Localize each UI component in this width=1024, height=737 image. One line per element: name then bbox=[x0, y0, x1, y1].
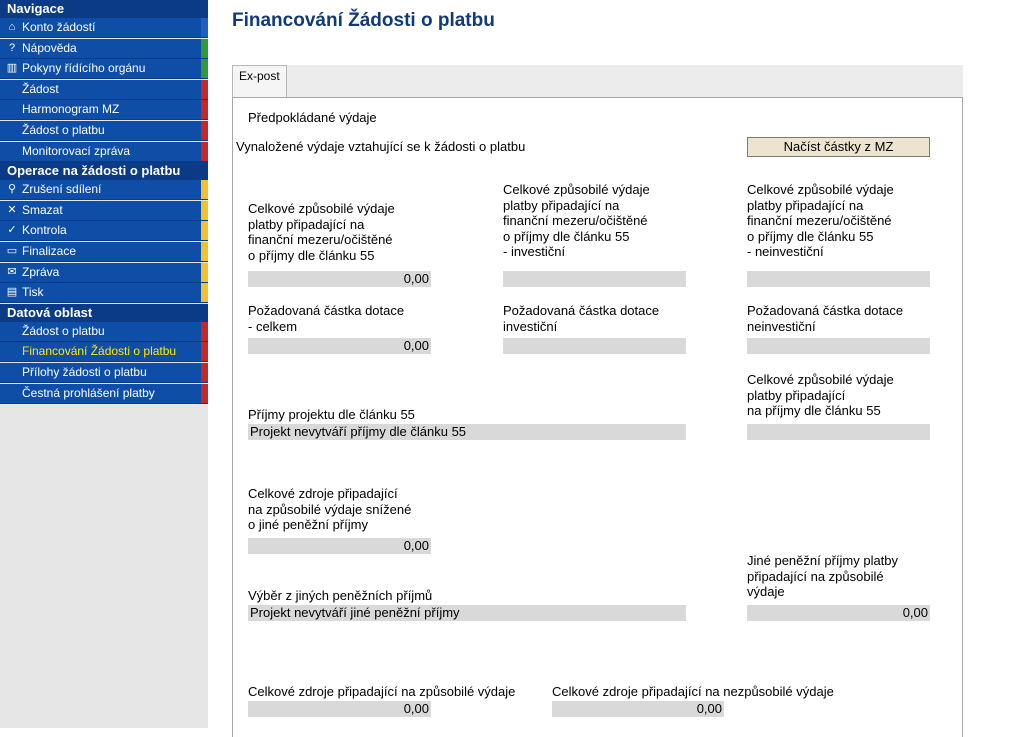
sidebar-item[interactable] bbox=[0, 18, 208, 38]
page-title: Financování Žádosti o platbu bbox=[232, 10, 495, 31]
requested-total-label: Požadovaná částka dotace - celkem bbox=[248, 303, 405, 334]
sidebar-item-label: Žádost o platbu bbox=[22, 122, 105, 137]
income-eligible-label: Celkové způsobilé výdaje platby připadající na příjmy dle článku 55 bbox=[747, 372, 894, 418]
sidebar-section-title: Navigace bbox=[0, 0, 208, 18]
sidebar-item[interactable] bbox=[0, 322, 208, 342]
finalize-icon: ▭ bbox=[6, 244, 18, 257]
sidebar-section-title: Operace na žádosti o platbu bbox=[0, 162, 208, 180]
sidebar-item-color-bar bbox=[201, 18, 208, 37]
sidebar-item[interactable] bbox=[0, 242, 208, 262]
sidebar-item[interactable] bbox=[0, 80, 208, 100]
other-income-select[interactable]: Projekt nevytváří jiné peněžní příjmy bbox=[248, 605, 686, 621]
invest-gap-label: Celkové způsobilé výdaje platby připadající na finanční mezeru/očištěné o příjmy dle článku 55 - investiční bbox=[503, 182, 650, 259]
requested-noninvest-label: Požadovaná částka dotace neinvestiční bbox=[747, 303, 904, 334]
person-icon: ⚲ bbox=[7, 183, 17, 196]
other-income-label: Jiné peněžní příjmy platby připadající na způsobilé výdaje bbox=[747, 553, 899, 599]
sources-reduced-label: Celkové zdroje připadající na způsobilé výdaje snížené o jiné peněžní příjmy bbox=[248, 486, 412, 532]
noninvest-gap-label: Celkové způsobilé výdaje platby připadající na finanční mezeru/očištěné o příjmy dle článku 55 - neinvestiční bbox=[747, 182, 894, 259]
requested-invest-label: Požadovaná částka dotace investiční bbox=[503, 303, 660, 334]
sidebar-item-color-bar bbox=[201, 322, 208, 341]
requested-total-field[interactable]: 0,00 bbox=[248, 338, 431, 354]
help-icon: ? bbox=[8, 41, 16, 54]
sidebar-item-label: Žádost bbox=[22, 81, 59, 96]
sources-reduced-field[interactable]: 0,00 bbox=[248, 538, 431, 554]
sidebar-item[interactable] bbox=[0, 142, 208, 162]
sidebar bbox=[0, 0, 208, 728]
sidebar-item-label: Financování Žádosti o platbu bbox=[22, 344, 177, 359]
other-income-select-label: Výběr z jiných peněžních příjmů bbox=[248, 588, 433, 603]
sidebar-item-label: Čestná prohlášení platby bbox=[22, 385, 155, 400]
message-icon: ✉ bbox=[7, 265, 17, 278]
sidebar-item-color-bar bbox=[201, 363, 208, 382]
sidebar-item-color-bar bbox=[201, 384, 208, 403]
sidebar-item-label: Pokyny řídícího orgánu bbox=[22, 61, 146, 76]
planned-expenses-label: Předpokládané výdaje bbox=[248, 110, 377, 125]
sidebar-item[interactable] bbox=[0, 283, 208, 303]
sidebar-item-label: Tisk bbox=[22, 285, 44, 300]
sidebar-item-color-bar bbox=[201, 242, 208, 261]
project-income-label: Příjmy projektu dle článku 55 bbox=[248, 407, 415, 422]
sidebar-item-label: Žádost o platbu bbox=[22, 323, 105, 338]
sidebar-item[interactable] bbox=[0, 59, 208, 79]
sources-ineligible-label: Celkové zdroje připadající na nezpůsobilé výdaje bbox=[552, 684, 834, 699]
tab-strip bbox=[232, 65, 963, 97]
sidebar-item-label: Přílohy žádosti o platbu bbox=[22, 364, 147, 379]
sidebar-item-label: Zpráva bbox=[22, 264, 60, 279]
sources-eligible-label: Celkové zdroje připadající na způsobilé výdaje bbox=[248, 684, 516, 699]
sources-ineligible-field[interactable]: 0,00 bbox=[552, 701, 724, 717]
sidebar-item-color-bar bbox=[201, 100, 208, 119]
noninvest-gap-field[interactable] bbox=[747, 271, 930, 287]
delete-icon: ✕ bbox=[7, 203, 17, 216]
sidebar-item-color-bar bbox=[201, 80, 208, 99]
sidebar-item-color-bar bbox=[201, 342, 208, 361]
sidebar-item-label: Konto žádostí bbox=[22, 20, 96, 34]
sidebar-item-color-bar bbox=[201, 142, 208, 161]
other-income-field[interactable]: 0,00 bbox=[747, 605, 930, 621]
sidebar-item[interactable] bbox=[0, 221, 208, 241]
sidebar-item[interactable] bbox=[0, 39, 208, 59]
sidebar-item[interactable] bbox=[0, 121, 208, 141]
spent-expenses-label: Vynaložené výdaje vztahující se k žádosti o platbu bbox=[236, 139, 526, 154]
sidebar-item[interactable] bbox=[0, 263, 208, 283]
sidebar-item-color-bar bbox=[201, 39, 208, 58]
requested-invest-field[interactable] bbox=[503, 338, 686, 354]
sidebar-item[interactable] bbox=[0, 384, 208, 404]
sidebar-item[interactable] bbox=[0, 363, 208, 383]
sources-eligible-field[interactable]: 0,00 bbox=[248, 701, 431, 717]
sidebar-item-label: Nápověda bbox=[22, 40, 77, 55]
sidebar-item[interactable] bbox=[0, 201, 208, 221]
sidebar-item-label: Harmonogram MZ bbox=[22, 102, 120, 117]
sidebar-item-color-bar bbox=[201, 121, 208, 140]
sidebar-item-color-bar bbox=[201, 180, 208, 199]
sidebar-item-label: Kontrola bbox=[22, 223, 67, 238]
sidebar-item[interactable] bbox=[0, 100, 208, 120]
sidebar-section-title: Datová oblast bbox=[0, 304, 208, 322]
sidebar-item-color-bar bbox=[201, 283, 208, 302]
sidebar-item-color-bar bbox=[201, 263, 208, 282]
sidebar-item-label: Zrušení sdílení bbox=[22, 182, 102, 197]
total-gap-label: Celkové způsobilé výdaje platby připadající na finanční mezeru/očištěné o příjmy dle článku 55 bbox=[248, 201, 395, 263]
book-icon: ▥ bbox=[6, 62, 18, 75]
invest-gap-field[interactable] bbox=[503, 271, 686, 287]
sidebar-item-label: Finalizace bbox=[22, 243, 77, 258]
requested-noninvest-field[interactable] bbox=[747, 338, 930, 354]
income-eligible-field[interactable] bbox=[747, 424, 930, 440]
check-icon: ✓ bbox=[7, 224, 17, 237]
main-content bbox=[208, 0, 1024, 728]
sidebar-item-label: Smazat bbox=[22, 202, 63, 217]
total-gap-field[interactable]: 0,00 bbox=[248, 271, 431, 287]
tab-ex-post[interactable]: Ex-post bbox=[232, 65, 287, 97]
print-icon: ▤ bbox=[6, 286, 18, 299]
sidebar-item-color-bar bbox=[201, 201, 208, 220]
home-icon: ⌂ bbox=[8, 21, 16, 33]
sidebar-item[interactable] bbox=[0, 342, 208, 362]
sidebar-item[interactable] bbox=[0, 180, 208, 200]
project-income-select[interactable]: Projekt nevytváří příjmy dle článku 55 bbox=[248, 424, 686, 440]
sidebar-item-color-bar bbox=[201, 59, 208, 78]
sidebar-item-color-bar bbox=[201, 221, 208, 240]
load-amounts-button[interactable]: Načíst částky z MZ bbox=[747, 137, 930, 157]
sidebar-item-label: Monitorovací zpráva bbox=[22, 143, 131, 158]
